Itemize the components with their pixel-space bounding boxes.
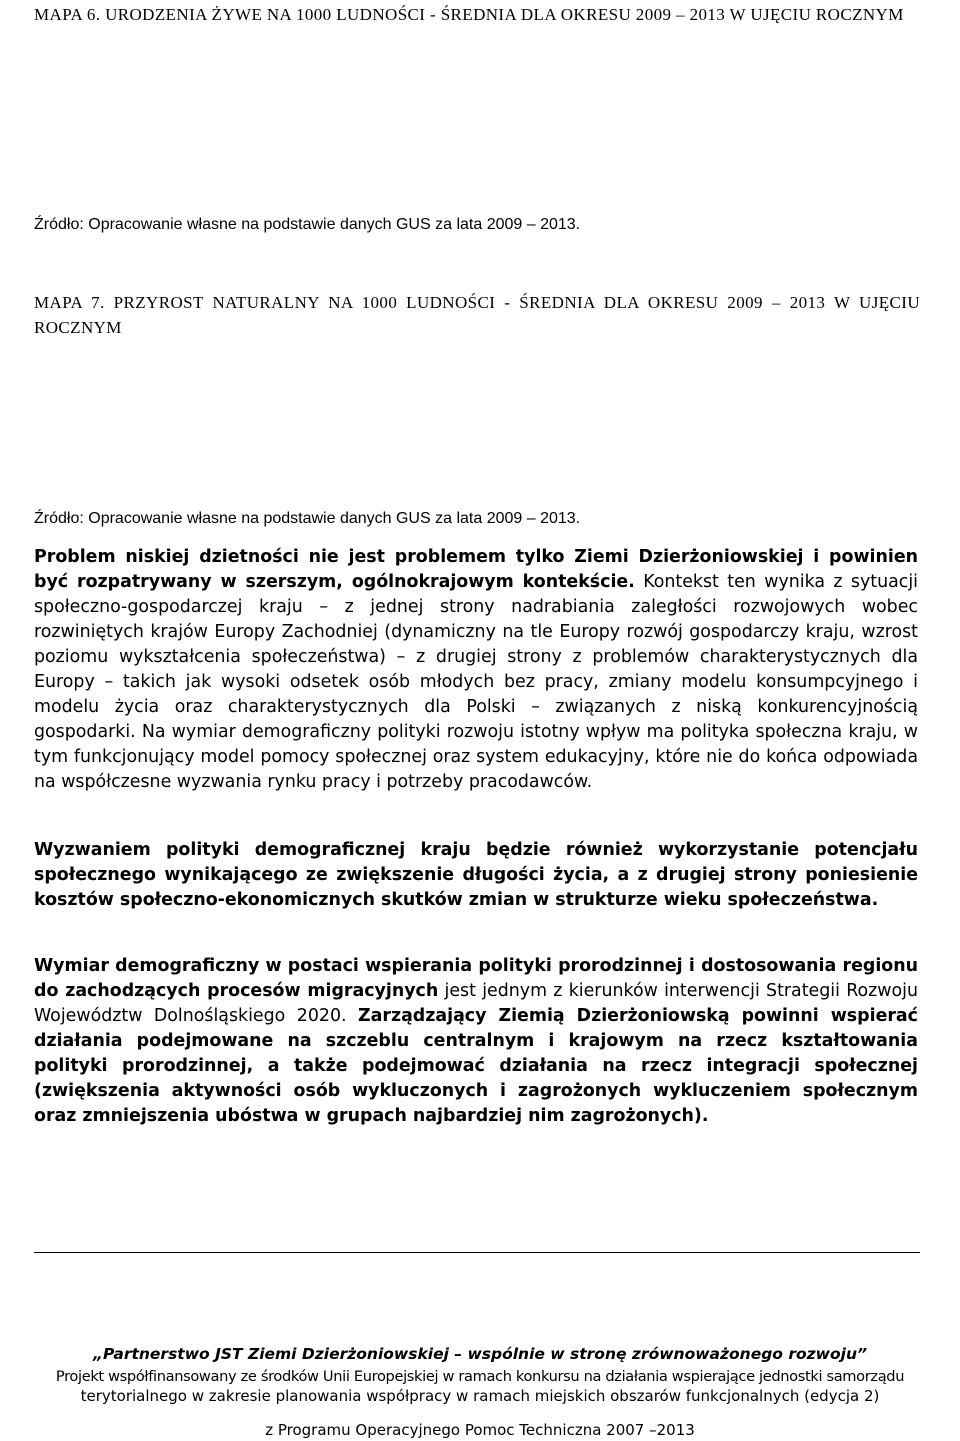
footer-line-1: Projekt współfinansowany ze środków Unii Europejskiej w ramach konkursu na działania wspierające jednostki samorządu — [55, 1368, 905, 1385]
footer-line-2: terytorialnego w zakresie planowania współpracy w ramach miejskich obszarów funkcjonalnych (edycja 2) — [80, 1387, 880, 1405]
paragraph-family-policy-bold-2: Zarządzający Ziemią Dzierżoniowską powinni wspierać działania podejmowane na szczeblu centralnym i krajowym na rzecz kształtowania polityki prorodzinnej, a także podejmować działania na rzecz integracji społecznej (zwiększenia aktywności osób wykluczonych i zagrożonych wykluczeniem społecznym oraz zmniejszenia ubóstwa w grupach najbardziej nim zagrożonych). — [34, 1006, 918, 1126]
footer-project-title: „Partnerstwo JST Ziemi Dzierżoniowskiej – wspólnie w stronę zrównoważonego rozwoju” — [93, 1345, 867, 1363]
map-7-source: Źródło: Opracowanie własne na podstawie danych GUS za lata 2009 – 2013. — [34, 510, 581, 527]
map-7-title: MAPA 7. PRZYROST NATURALNY NA 1000 LUDNOŚCI - ŚREDNIA DLA OKRESU 2009 – 2013 W UJĘCIU ROCZNYM — [34, 293, 920, 337]
paragraph-low-fertility-bold: Problem niskiej dzietności nie jest problemem tylko Ziemi Dzierżoniowskiej i powinien być rozpatrywany w szerszym, ogólnokrajowym kontekście. — [34, 547, 918, 592]
footer-line-3: z Programu Operacyjnego Pomoc Techniczna 2007 –2013 — [265, 1421, 695, 1439]
paragraph-family-policy — [34, 954, 918, 1129]
paragraph-low-fertility — [34, 545, 918, 795]
map-6-title: MAPA 6. URODZENIA ŻYWE NA 1000 LUDNOŚCI - ŚREDNIA DLA OKRESU 2009 – 2013 W UJĘCIU ROCZNYM — [34, 5, 904, 24]
paragraph-family-policy-bold-1: Wymiar demograficzny w postaci wspierania polityki prorodzinnej i dostosowania regionu do zachodzących procesów migracyjnych — [34, 956, 918, 1001]
paragraph-family-policy-text: jest jednym z kierunków interwencji Strategii Rozwoju Województw Dolnośląskiego 2020. — [34, 981, 918, 1026]
footer-divider — [34, 1252, 920, 1253]
paragraph-demographic-challenge-bold: Wyzwaniem polityki demograficznej kraju będzie również wykorzystanie potencjału społecznego wynikającego ze zwiększenie długości życia, a z drugiej strony poniesienie kosztów społeczno-ekonomicznych skutków zmian w strukturze wieku społeczeństwa. — [34, 840, 918, 910]
paragraph-demographic-challenge — [34, 838, 918, 913]
paragraph-low-fertility-text: Kontekst ten wynika z sytuacji społeczno-gospodarczej kraju – z jednej strony nadrabiania zaległości rozwojowych wobec rozwiniętych krajów Europy Zachodniej (dynamiczny na tle Europy rozwój gospodarczy kraju, wzrost poziomu wykształcenia społeczeństwa) – z drugiej strony z problemów charakterystycznych dla Europy – takich jak wysoki odsetek osób młodych bez pracy, zmiany modelu konsumpcyjnego i modelu życia oraz charakterystycznych dla Polski – związanych z niską konkurencyjnością gospodarki. Na wymiar demograficzny polityki rozwoju istotny wpływ ma polityka społeczna kraju, w tym funkcjonujący model pomocy społecznej oraz system edukacyjny, które nie do końca odpowiada na współczesne wyzwania rynku pracy i potrzeby pracodawców. — [34, 572, 919, 792]
map-6-source: Źródło: Opracowanie własne na podstawie danych GUS za lata 2009 – 2013. — [34, 216, 581, 233]
